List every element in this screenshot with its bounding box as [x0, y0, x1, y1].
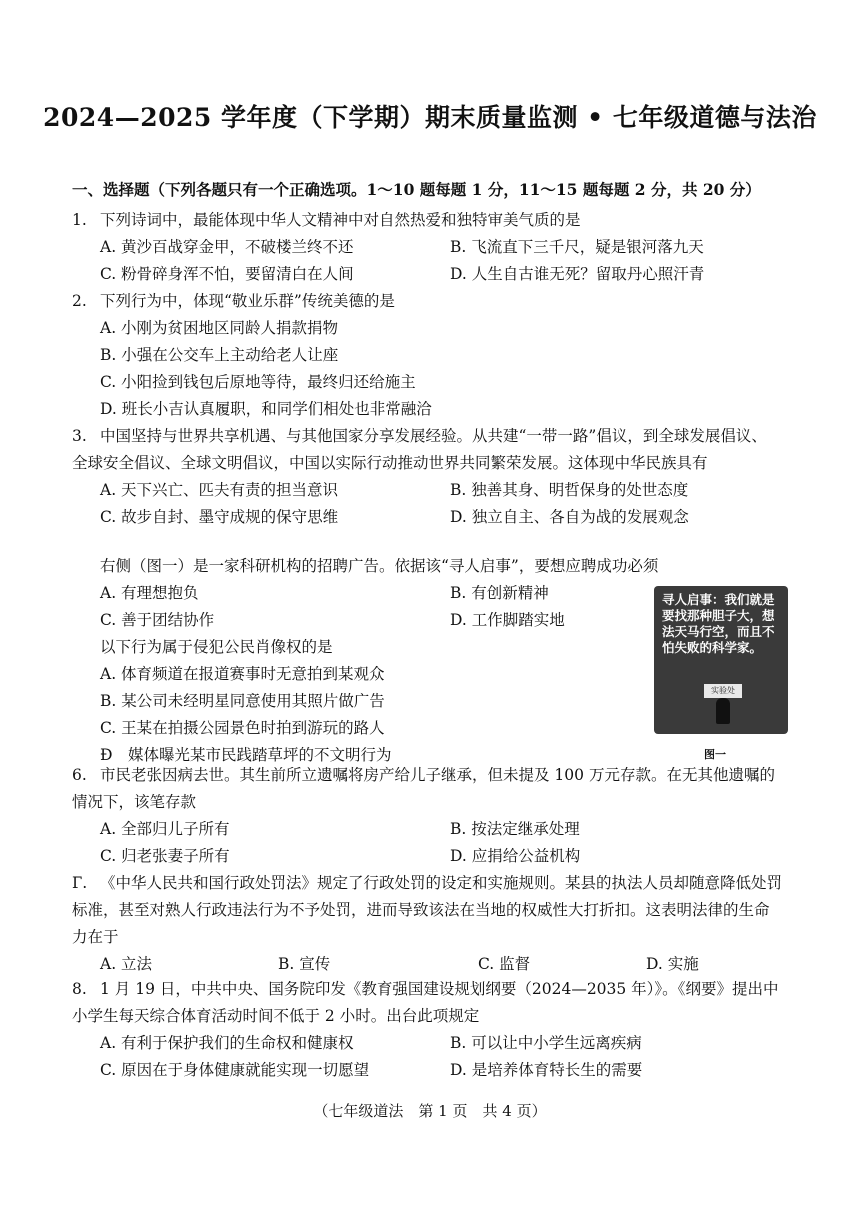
option-c: C. 故步自封、墨守成规的保守思维 — [100, 508, 339, 526]
option-d: D. 是培养体育特长生的需要 — [450, 1061, 643, 1079]
option-d: D. 工作脚踏实地 — [450, 611, 565, 629]
question-number: Г. — [72, 874, 88, 892]
option-a: A. 全部归儿子所有 — [100, 820, 230, 838]
option-c: C. 粉骨碎身浑不怕，要留清白在人间 — [100, 265, 354, 283]
option-c: C. 小阳捡到钱包后原地等待，最终归还给施主 — [100, 373, 416, 391]
option-d: Ɖ 媒体曝光某市民践踏草坪的不文明行为 — [100, 746, 392, 764]
option-d: D. 人生自古谁无死？留取丹心照汗青 — [450, 265, 705, 283]
figure-caption: 图一 — [704, 748, 726, 761]
question-number: 2. — [72, 292, 87, 310]
option-b: B. 宣传 — [278, 955, 331, 973]
option-c: C. 原因在于身体健康就能实现一切愿望 — [100, 1061, 370, 1079]
option-a: A. 体育频道在报道赛事时无意拍到某观众 — [100, 665, 385, 683]
poster-text: 寻人启事：我们就是要找那种胆子大，想法天马行空，而且不怕失败的科学家。 — [662, 592, 775, 655]
question-4 — [72, 553, 658, 634]
question-3 — [72, 423, 782, 531]
person-figure-icon — [716, 698, 730, 724]
question-number: 8. — [72, 980, 87, 998]
section-heading: 一、选择题（下列各题只有一个正确选项。1～10 题每题 1 分，11～15 题每题 2 分，共 20 分） — [72, 180, 761, 199]
option-a: A. 小刚为贫困地区同龄人捐款捐物 — [100, 319, 339, 337]
option-b: B. 小强在公交车上主动给老人让座 — [100, 346, 339, 364]
question-2 — [72, 288, 432, 423]
question-5 — [72, 634, 392, 769]
question-stem: 下列诗词中，最能体现中华人文精神中对自然热爱和独特审美气质的是 — [100, 211, 581, 229]
option-a: A. 天下兴亡、匹夫有责的担当意识 — [100, 481, 339, 499]
exam-title: 2024—2025 学年度（下学期）期末质量监测 • 七年级道德与法治 — [43, 103, 817, 132]
question-number: 6. — [72, 766, 87, 784]
option-b: B. 飞流直下三千尺，疑是银河落九天 — [450, 238, 704, 256]
recruitment-poster-image — [654, 586, 788, 734]
option-a: A. 黄沙百战穿金甲，不破楼兰终不还 — [100, 238, 354, 256]
option-c: C. 归老张妻子所有 — [100, 847, 230, 865]
option-d: D. 应捐给公益机构 — [450, 847, 581, 865]
option-b: B. 独善其身、明哲保身的处世态度 — [450, 481, 689, 499]
option-d: D. 班长小吉认真履职，和同学们相处也非常融洽 — [100, 400, 432, 418]
option-c: C. 监督 — [478, 955, 531, 973]
option-a: A. 立法 — [100, 955, 153, 973]
question-8 — [72, 976, 782, 1084]
question-stem: 1 月 19 日，中共中央、国务院印发《教育强国建设规划纲要（2024—2035 年）》。《纲要》提出中小学生每天综合体育活动时间不低于 2 小时。出台此项规定 — [72, 980, 779, 1025]
question-stem: 《中华人民共和国行政处罚法》规定了行政处罚的设定和实施规则。某县的执法人员却随意降低处罚标准，甚至对熟人行政违法行为不予处罚，进而导致该法在当地的权威性大打折扣。这表明法律的生命力在于 — [72, 874, 783, 946]
question-stem: 下列行为中，体现“敬业乐群”传统美德的是 — [100, 292, 395, 310]
question-stem: 市民老张因病去世。其生前所立遗嘱将房产给儿子继承，但未提及 100 万元存款。在无其他遗嘱的情况下，该笔存款 — [72, 766, 775, 811]
question-stem: 以下行为属于侵犯公民肖像权的是 — [100, 638, 333, 656]
question-number: 3. — [72, 427, 87, 445]
question-stem: 右侧（图一）是一家科研机构的招聘广告。依据该“寻人启事”，要想应聘成功必须 — [100, 557, 659, 575]
question-1 — [72, 207, 704, 288]
poster-sign: 实验处 — [704, 684, 742, 698]
option-b: B. 有创新精神 — [450, 584, 549, 602]
option-c: C. 善于团结协作 — [100, 611, 215, 629]
option-d: D. 实施 — [646, 955, 699, 973]
option-a: A. 有利于保护我们的生命权和健康权 — [100, 1034, 354, 1052]
option-b: B. 某公司未经明星同意使用其照片做广告 — [100, 692, 385, 710]
question-7 — [72, 870, 782, 978]
question-6 — [72, 762, 782, 870]
option-a: A. 有理想抱负 — [100, 584, 199, 602]
option-b: B. 按法定继承处理 — [450, 820, 580, 838]
page-footer: （七年级道法 第 1 页 共 4 页） — [313, 1102, 547, 1120]
option-c: C. 王某在拍摄公园景色时拍到游玩的路人 — [100, 719, 385, 737]
option-b: B. 可以让中小学生远离疾病 — [450, 1034, 642, 1052]
question-number: 1. — [72, 211, 87, 229]
question-stem: 中国坚持与世界共享机遇、与其他国家分享发展经验。从共建“一带一路”倡议，到全球发展倡议、全球安全倡议、全球文明倡议，中国以实际行动推动世界共同繁荣发展。这体现中华民族具有 — [72, 427, 767, 472]
option-d: D. 独立自主、各自为战的发展观念 — [450, 508, 689, 526]
